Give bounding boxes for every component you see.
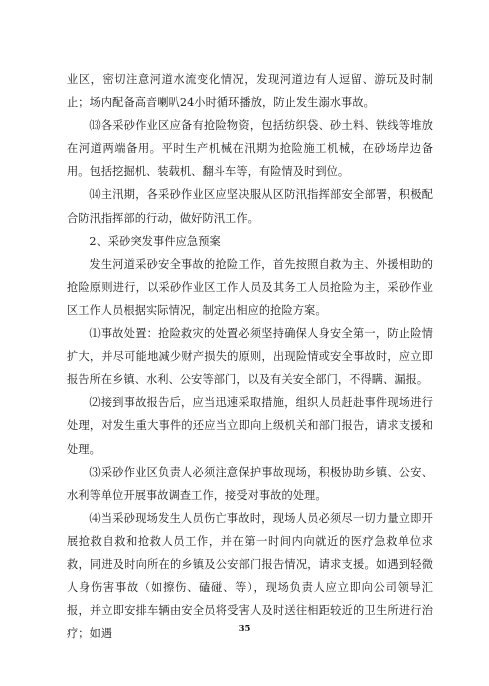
paragraph-5: 发生河道采砂安全事故的抢险工作，首先按照自救为主、外援相助的抢险原则进行，以采砂作业区工作人员及其务工人员抢险为主，采砂作业区工作人员根据实际情况，制定出相应的抢险方案。: [67, 257, 433, 317]
page-number: 35: [238, 624, 251, 634]
section-heading: 2、采砂突发事件应急预案: [89, 234, 221, 248]
paragraph-8: ⑶采砂作业区负责人必须注意保护事故现场，积极协助乡镇、公安、水利等单位开展事故调查工作，接受对事故的处理。: [67, 465, 433, 502]
paragraph-9: ⑷当采砂现场发生人员伤亡事故时，现场人员必须尽一切力量立即开展抢救自救和抢救人员工作，并在第一时间内向就近的医疗急救单位求救，同进及时向所在的乡镇及公安部门报告情况，请求支援。如遇到轻微人身伤害事故（如擦伤、磕碰、等），现场负责人应立即向公司领导汇报，并立即安排车辆由安全员将受害人及时送往相距较近的卫生所进行治疗；如遇: [67, 511, 433, 641]
paragraph-3: ⒁主汛期，各采砂作业区应坚决服从区防汛指挥部安全部署，积极配合防汛指挥部的行动，做好防汛工作。: [67, 188, 433, 225]
paragraph-1: 业区，密切注意河道水流变化情况，发现河道边有人逗留、游玩及时制止；场内配备高音喇叭24小时循环播放，防止发生溺水事故。: [67, 73, 433, 110]
paragraph-7: ⑵接到事故报告后，应当迅速采取措施，组织人员赶赴事件现场进行处理，对发生重大事件的还应当立即向上级机关和部门报告，请求支援和处理。: [67, 396, 433, 456]
paragraph-6: ⑴事故处置：抢险救灾的处置必须坚持确保人身安全第一，防止险情扩大，并尽可能地减少财产损失的原则，出现险情或安全事故时，应立即报告所在乡镇、水利、公安等部门，以及有关安全部门，不得瞒、漏报。: [67, 327, 433, 387]
body-text: [67, 68, 433, 645]
paragraph-2: ⒀各采砂作业区应备有抢险物资，包括纺织袋、砂土料、铁线等堆放在河道两端备用。平时生产机械在汛期为抢险施工机械，在砂场岸边备用。包括挖掘机、装载机、翻斗车等，有险情及时到位。: [67, 119, 433, 179]
